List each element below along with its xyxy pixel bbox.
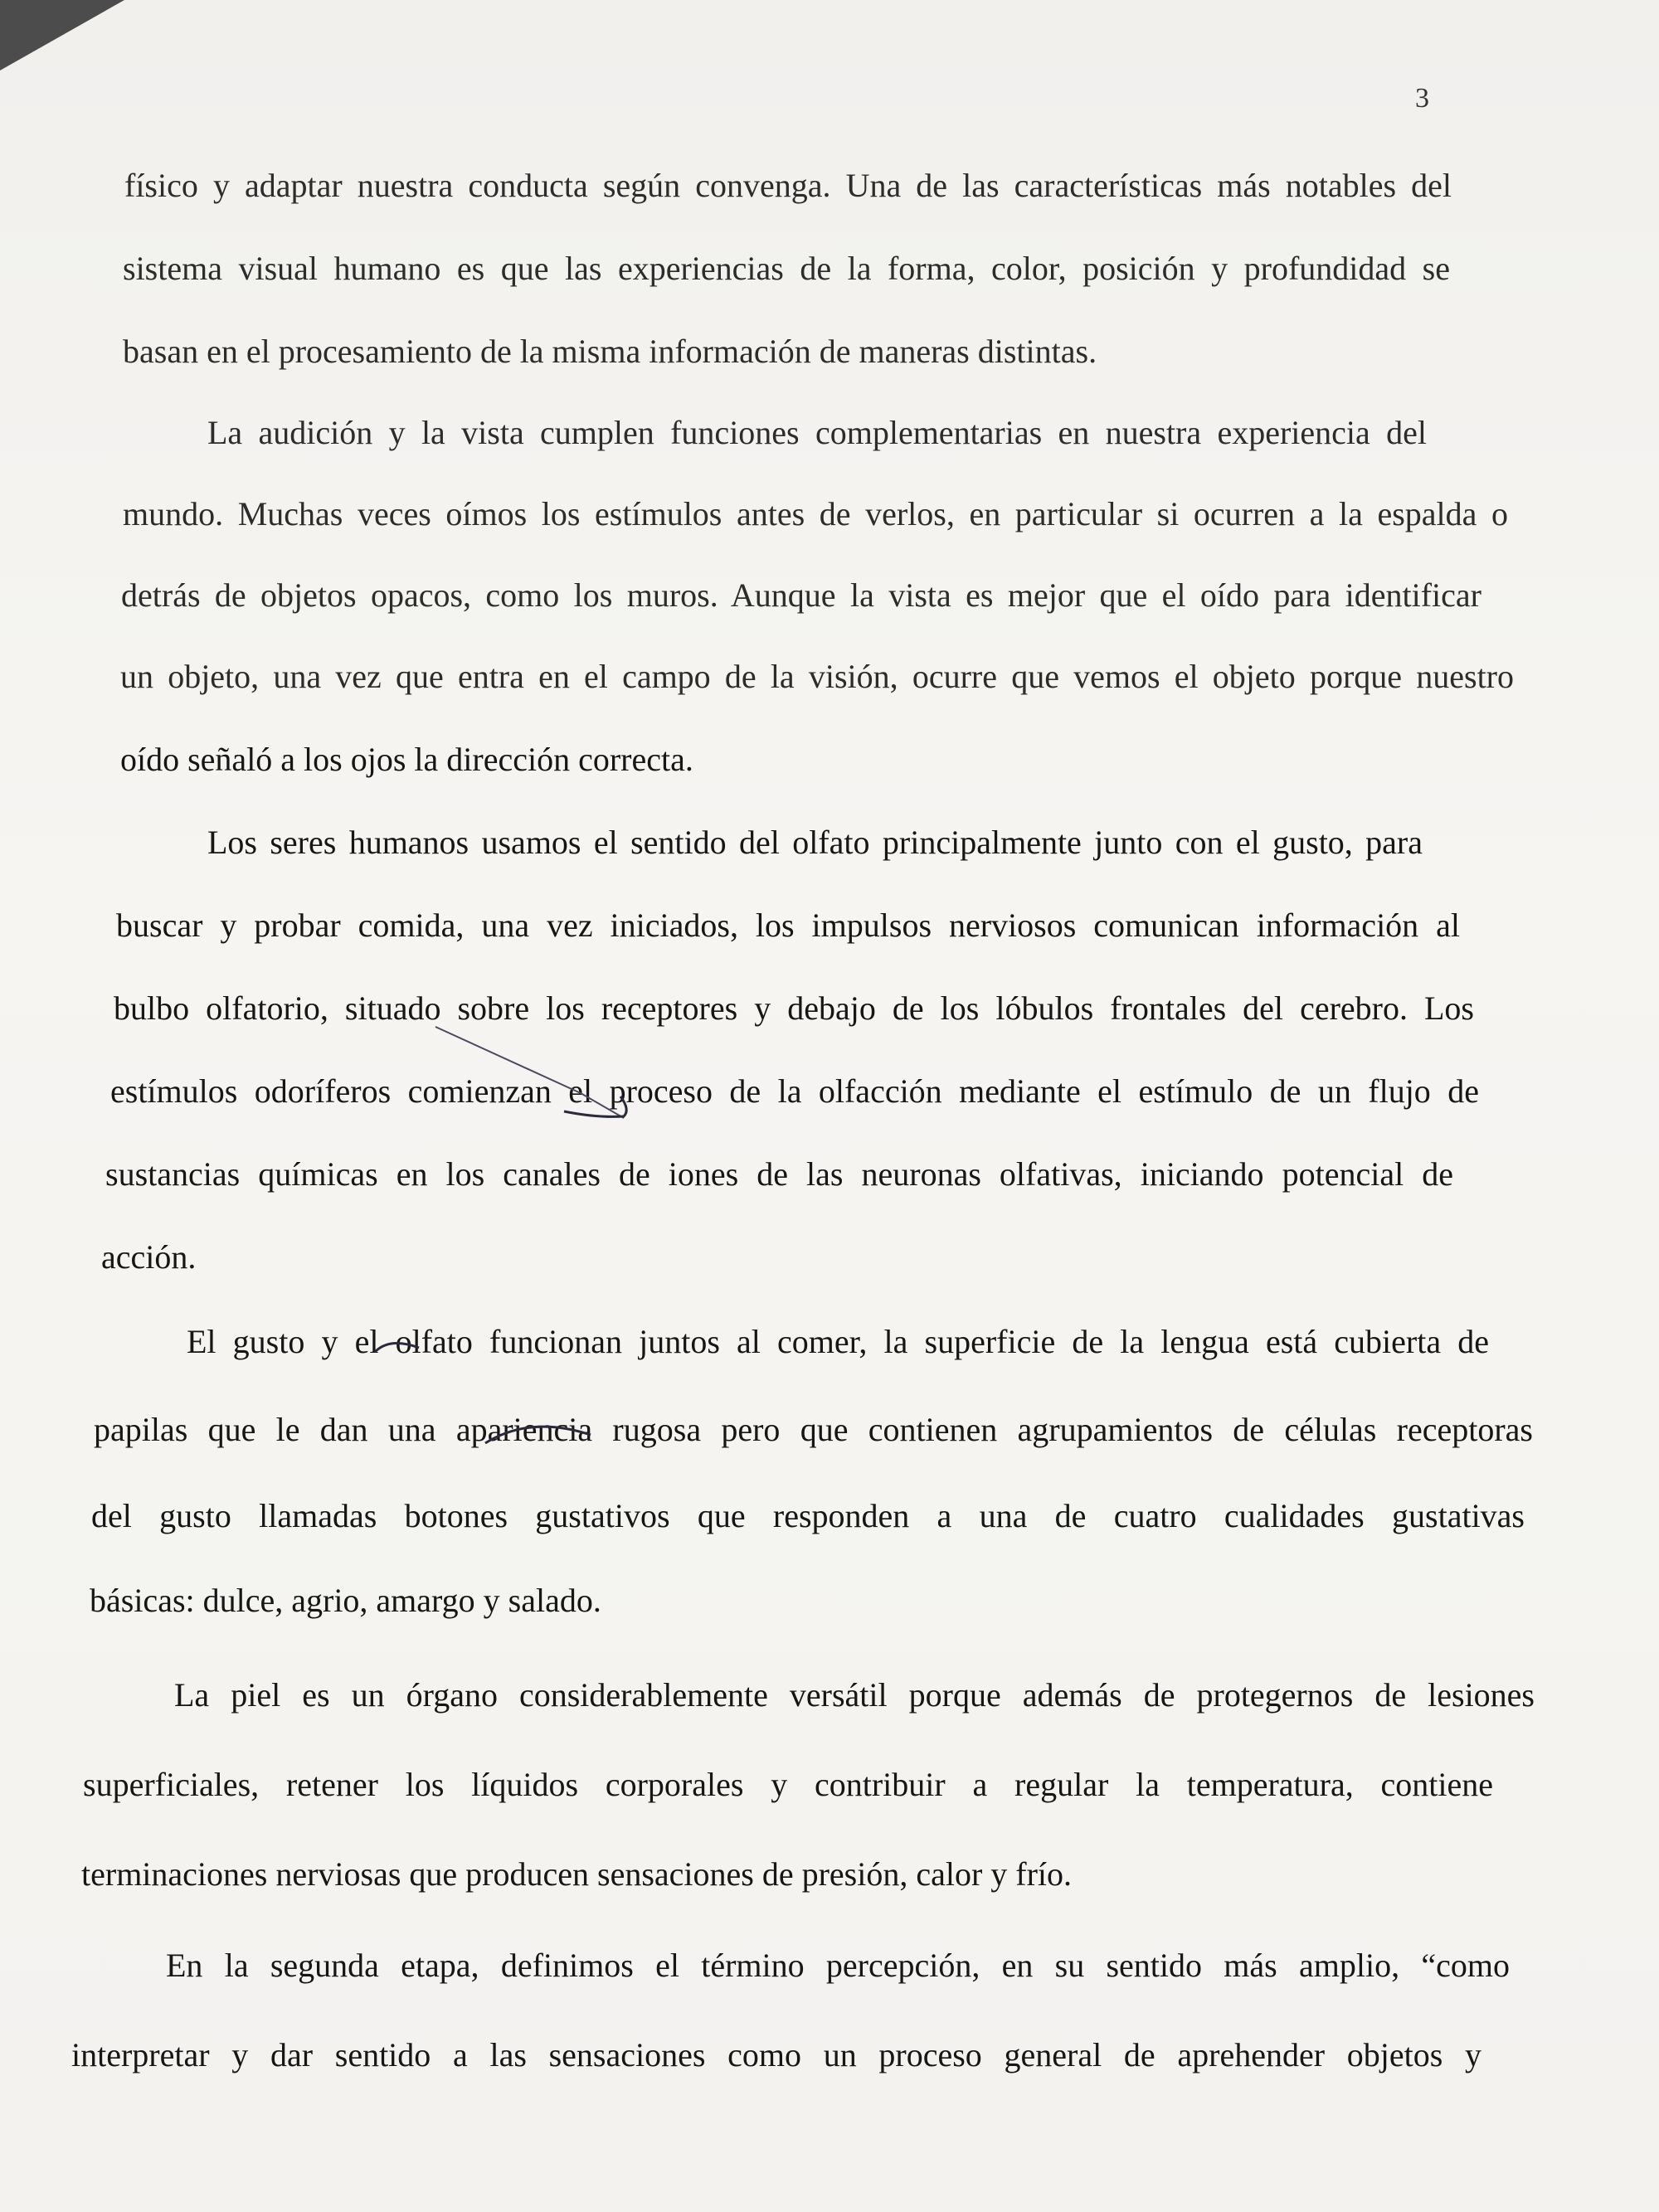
text-line: acción. bbox=[101, 1238, 197, 1276]
text-line: detrás de objetos opacos, como los muros. Aunque la vista es mejor que el oído para identificar bbox=[121, 576, 1481, 614]
text-line: basan en el procesamiento de la misma información de maneras distintas. bbox=[123, 333, 1097, 370]
page-number: 3 bbox=[1415, 83, 1429, 114]
text-line: oído señaló a los ojos la dirección correcta. bbox=[120, 741, 693, 778]
text-line: sistema visual humano es que las experiencias de la forma, color, posición y profundidad se bbox=[123, 250, 1450, 287]
text-line: estímulos odoríferos comienzan el proceso de la olfacción mediante el estímulo de un flujo de bbox=[110, 1072, 1479, 1110]
text-line: La piel es un órgano considerablemente versátil porque además de protegernos de lesiones bbox=[174, 1676, 1535, 1714]
text-line: En la segunda etapa, definimos el término percepción, en su sentido más amplio, “como bbox=[166, 1947, 1510, 1984]
text-line: sustancias químicas en los canales de iones de las neuronas olfativas, iniciando potencial de bbox=[105, 1155, 1453, 1193]
text-line: superficiales, retener los líquidos corporales y contribuir a regular la temperatura, contiene bbox=[83, 1766, 1493, 1803]
text-line: básicas: dulce, agrio, amargo y salado. bbox=[90, 1582, 601, 1619]
text-line: un objeto, una vez que entra en el campo de la visión, ocurre que vemos el objeto porque nuestro bbox=[120, 658, 1514, 695]
text-line: bulbo olfatorio, situado sobre los receptores y debajo de los lóbulos frontales del cerebro. Los bbox=[114, 989, 1474, 1027]
text-line: terminaciones nerviosas que producen sensaciones de presión, calor y frío. bbox=[81, 1855, 1073, 1893]
text-line: Los seres humanos usamos el sentido del olfato principalmente junto con el gusto, para bbox=[207, 824, 1423, 861]
scan-corner-shadow bbox=[0, 0, 124, 70]
text-line: mundo. Muchas veces oímos los estímulos antes de verlos, en particular si ocurren a la espalda o bbox=[123, 495, 1508, 532]
text-line: La audición y la vista cumplen funciones complementarias en nuestra experiencia del bbox=[207, 414, 1427, 451]
text-line: buscar y probar comida, una vez iniciados, los impulsos nerviosos comunican información al bbox=[116, 907, 1460, 944]
text-line: El gusto y el olfato funcionan juntos al comer, la superficie de la lengua está cubierta de bbox=[187, 1323, 1489, 1360]
text-line: físico y adaptar nuestra conducta según convenga. Una de las características más notables del bbox=[124, 167, 1452, 204]
text-line: papilas que le dan una apariencia rugosa pero que contienen agrupamientos de células receptoras bbox=[94, 1411, 1533, 1448]
text-line: del gusto llamadas botones gustativos que responden a una de cuatro cualidades gustativas bbox=[91, 1497, 1525, 1534]
text-line: interpretar y dar sentido a las sensaciones como un proceso general de aprehender objetos y bbox=[71, 2036, 1481, 2073]
